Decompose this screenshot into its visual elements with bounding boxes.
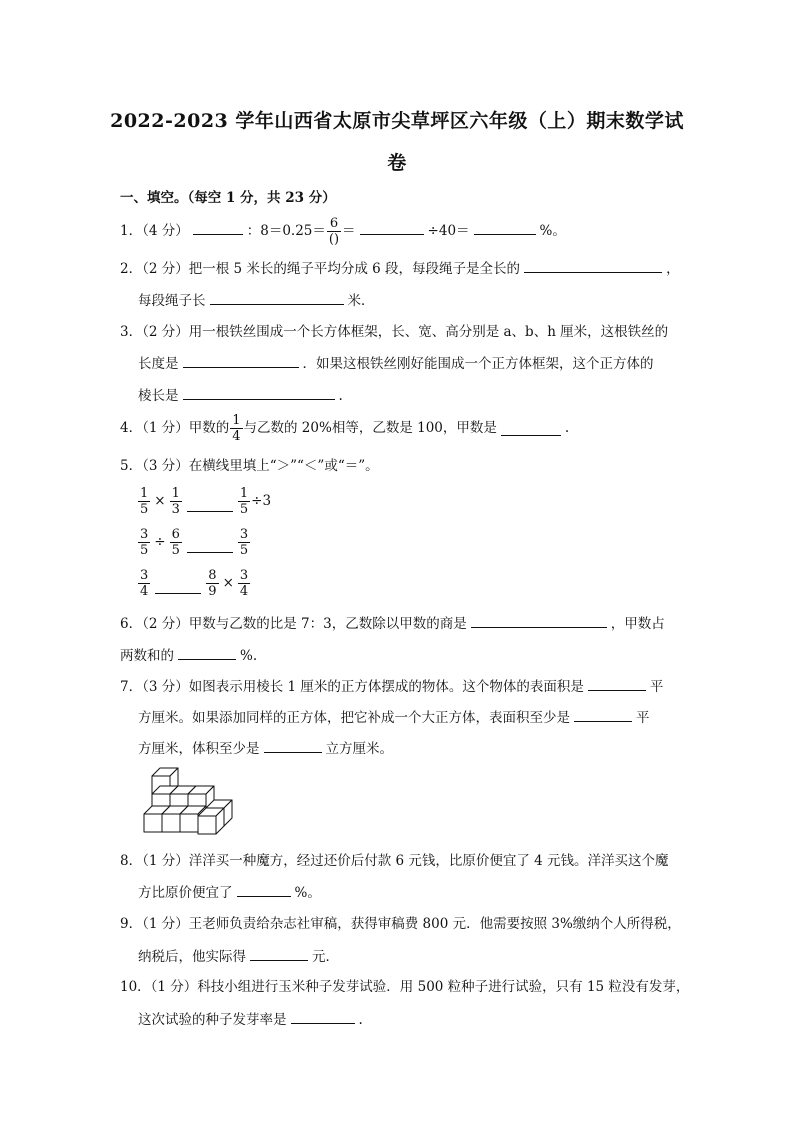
q5-r3-c-num: 3 [239,567,249,583]
q5-r2-c-num: 3 [239,526,249,542]
q4-frac-num: 1 [232,412,241,428]
q1-pct: %。 [539,223,566,239]
question-2-line-1 [120,258,680,279]
q5-r2-op: ÷ [154,534,166,550]
q9-blank[interactable] [250,946,308,961]
q6-blank-1[interactable] [471,613,607,628]
q5-r2-frac-c [238,527,250,558]
q2-blank-1[interactable] [524,258,662,273]
q5-r2-blank[interactable] [187,532,233,553]
section-heading: 一、填空。（每空 1 分，共 23 分） [120,190,336,206]
q5-row-2 [137,522,251,562]
q4-text-b: 与乙数的 20%相等，乙数是 100，甲数是 [243,420,497,436]
q5-r2-frac-b [170,527,182,558]
q2-text-2: 每段绳子长 [138,293,206,309]
q6-text-1-end: ，甲数占 [610,616,665,632]
q4-text-a: 4．（1 分）甲数的 [120,420,230,436]
question-5: 5．（3 分）在横线里填上“＞”“＜”或“＝”。 [120,458,379,474]
question-8-line-1: 8．（1 分）洋洋买一种魔方，经过还价后付款 6 元钱，比原价便宜了 4 元钱。洋洋买这个魔 [120,853,669,869]
q5-r2-c-den: 5 [239,542,249,558]
question-9-line-1: 9．（1 分）王老师负责给杂志社审稿，获得审稿费 800 元．他需要按照 3%缴纳个人所得税， [120,916,681,932]
q6-blank-2[interactable] [178,645,236,660]
page-title-line2: 卷 [387,152,407,174]
q7-text-1-end: 平 [649,679,664,695]
q2-text-1-end: ， [666,261,680,277]
q1-blank-3[interactable] [474,220,536,235]
q6-text-1: 6．（2 分）甲数与乙数的比是 7：3，乙数除以甲数的商是 [120,616,467,632]
q1-frac-num: 6 [327,216,341,232]
q4-text-c: . [564,420,570,436]
q4-blank[interactable] [501,421,561,436]
q5-r1-frac-a [138,486,150,517]
question-1 [120,216,566,247]
q10-text-2-end: . [358,1012,363,1028]
q8-blank[interactable] [237,882,291,897]
q5-r3-blank[interactable] [155,573,201,594]
question-8-line-2 [138,882,321,903]
q3-text-2a: 长度是 [138,356,179,372]
q5-r3-frac-a [138,568,150,599]
q7-blank-1[interactable] [588,676,646,691]
q7-blank-2[interactable] [574,707,632,722]
q5-r1-c-den: 5 [239,501,249,517]
q8-text-2: 方比原价便宜了 [138,885,233,901]
q5-r1-a-den: 5 [140,501,149,517]
q5-r2-b-den: 5 [171,542,180,558]
q8-text-2-end: %。 [294,885,321,901]
q3-blank-2[interactable] [183,385,335,400]
q5-r1-c-num: 1 [239,485,249,501]
q5-r1-b-num: 1 [171,485,180,501]
q9-text-2: 纳税后，他实际得 [138,949,246,965]
q1-div40: ÷40＝ [427,223,470,239]
q5-r1-b-den: 3 [171,501,180,517]
question-7-line-1 [120,676,663,697]
question-10-line-2 [138,1009,363,1030]
q5-r2-a-num: 3 [140,526,149,542]
q5-row-3 [137,563,251,603]
q2-text-2-end: 米． [347,293,375,309]
q3-text-2b: ．如果这根铁丝刚好能围成一个正方体框架，这个正方体的 [302,356,654,372]
q1-prefix: 1．（4 分） [120,223,189,239]
q5-r1-a-num: 1 [140,485,149,501]
q4-fraction [230,413,242,444]
question-10-line-1: 10．（1 分）科技小组进行玉米种子发芽试验．用 500 粒种子进行试验，只有 15 粒没有发芽， [120,979,690,995]
q3-text-3b: . [338,388,343,404]
q5-r3-frac-c [238,568,250,599]
q1-fraction [327,216,341,247]
page-title-line1: 2022-2023 学年山西省太原市尖草坪区六年级（上）期末数学试 [110,110,684,132]
q5-r3-op: × [222,575,234,591]
q5-r3-a-den: 4 [140,583,149,599]
q3-text-3a: 棱长是 [138,388,179,404]
q10-text-2: 这次试验的种子发芽率是 [138,1012,287,1028]
q7-text-1: 7．（3 分）如图表示用棱长 1 厘米的正方体摆成的物体。这个物体的表面积是 [120,679,584,695]
q6-text-2: 两数和的 [120,648,174,664]
q5-r3-a-num: 3 [140,567,149,583]
q2-blank-2[interactable] [210,290,344,305]
q5-r1-tail: ÷3 [251,493,272,509]
question-3-line-3 [138,385,343,406]
q5-r1-op: × [154,493,166,509]
q1-blank-2[interactable] [360,220,424,235]
q7-blank-3[interactable] [264,738,322,753]
question-4 [120,413,569,443]
q5-r3-c-den: 4 [239,583,249,599]
question-7-line-2 [138,707,650,728]
question-6-line-2 [120,645,257,666]
q7-text-2: 方厘米。如果添加同样的正方体，把它补成一个大正方体，表面积至少是 [138,710,570,726]
q5-row-1 [137,481,271,521]
q1-frac-den: () [328,232,340,247]
stacked-cubes-figure [136,766,236,842]
q5-r2-b-num: 6 [171,526,180,542]
q5-r1-frac-c [238,486,250,517]
q1-blank-1[interactable] [193,220,243,235]
question-6-line-1 [120,613,665,634]
question-9-line-2 [138,946,339,967]
q10-blank[interactable] [291,1009,355,1024]
question-3-line-1: 3．（2 分）用一根铁丝围成一个长方体框架，长、宽、高分别是 a、b、h 厘米，这根铁丝的 [120,324,669,340]
q7-text-3: 方厘米，体积至少是 [138,741,260,757]
q7-text-2-end: 平 [636,710,650,726]
question-2-line-2 [138,290,375,311]
question-3-line-2 [138,353,654,374]
q5-r2-frac-a [138,527,150,558]
q1-eq: ＝ [342,223,356,239]
question-7-line-3 [138,738,393,759]
cube-9 [198,808,224,834]
q5-r1-frac-b [170,486,182,517]
q1-colon: ：8＝0.25＝ [246,223,326,239]
q2-text-1: 2．（2 分）把一根 5 米长的绳子平均分成 6 段，每段绳子是全长的 [120,261,521,277]
q7-text-3-end: 立方厘米。 [325,741,393,757]
q5-r1-blank[interactable] [187,491,233,512]
q9-text-2-end: 元． [312,949,339,965]
q3-blank-1[interactable] [183,353,299,368]
q5-r3-b-den: 9 [208,583,217,599]
q6-text-2-end: %. [240,648,258,664]
q5-r2-a-den: 5 [140,542,149,558]
q5-r3-frac-b [206,568,218,599]
q4-frac-den: 4 [232,428,241,444]
q5-r3-b-num: 8 [208,567,217,583]
